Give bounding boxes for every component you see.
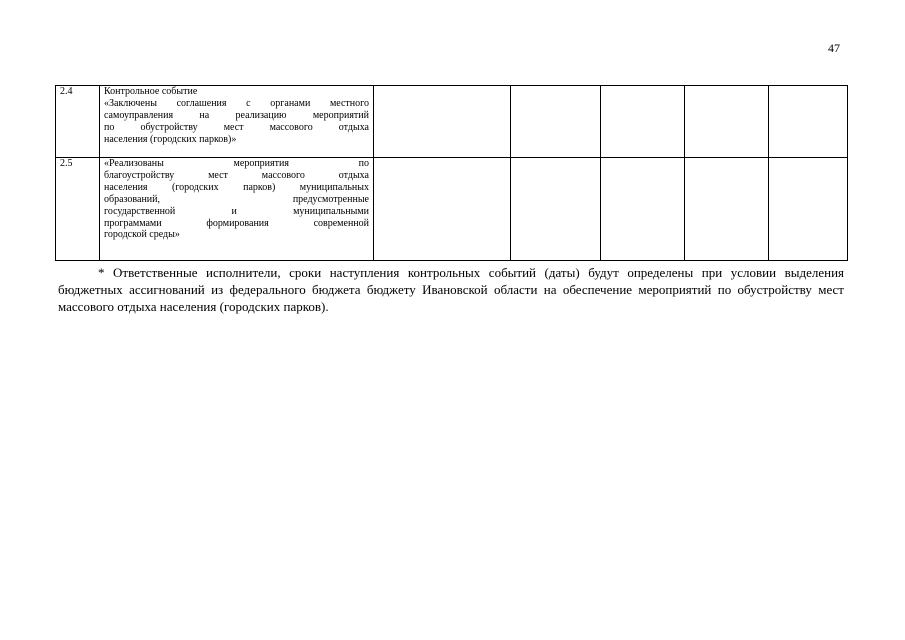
empty-cell [374, 158, 511, 261]
text-line: по обустройству мест массового отдыха [104, 121, 369, 133]
control-events-table [55, 85, 848, 261]
text-line: населения (городских парков)» [104, 133, 237, 145]
text-line: образований, предусмотренные [104, 193, 369, 205]
text-line: самоуправления на реализацию мероприятий [104, 109, 369, 121]
table-row [56, 86, 848, 158]
empty-cell [601, 158, 685, 261]
event-description [100, 158, 374, 261]
text-line: «Заключены соглашения с органами местного [104, 97, 369, 109]
empty-cell [685, 158, 769, 261]
empty-cell [769, 86, 848, 158]
text-line: программами формирования современной [104, 217, 369, 229]
footnote: * Ответственные исполнители, сроки наступления контрольных событий (даты) будут определены при условии выделения бюджетных ассигнований из федерального бюджета бюджету Ивановской области на обеспечение мероприятий по обустройству мест массового отдыха населения (городских парков). [58, 265, 844, 314]
empty-cell [769, 158, 848, 261]
table-row [56, 158, 848, 261]
row-number: 2.5 [56, 158, 100, 261]
row-number: 2.4 [56, 86, 100, 158]
page-number: 47 [828, 41, 840, 55]
text-line: населения (городских парков) муниципальных [104, 181, 369, 193]
text-line: благоустройству мест массового отдыха [104, 169, 369, 181]
empty-cell [511, 86, 601, 158]
text-line: городской среды» [104, 229, 180, 241]
text-line: Контрольное событие [104, 86, 198, 97]
empty-cell [511, 158, 601, 261]
text-line: государственной и муниципальными [104, 205, 369, 217]
empty-cell [601, 86, 685, 158]
empty-cell [685, 86, 769, 158]
text-line: «Реализованы мероприятия по [104, 158, 369, 169]
event-description [100, 86, 374, 158]
empty-cell [374, 86, 511, 158]
